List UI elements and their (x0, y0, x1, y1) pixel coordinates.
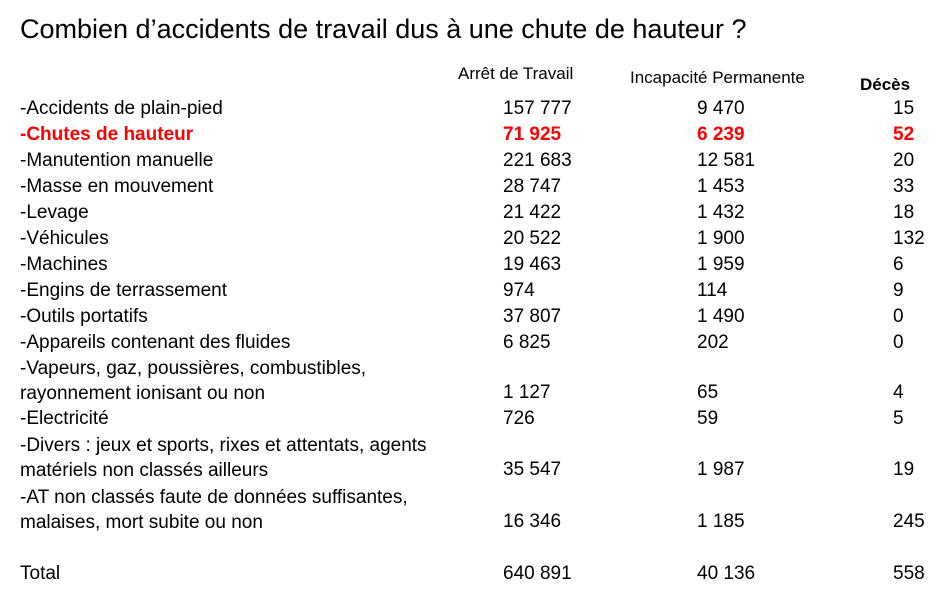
total-deces-value: 558 (893, 563, 925, 584)
table-row (0, 407, 950, 431)
row-label: -Manutention manuelle (20, 150, 214, 171)
deces-value: 20 (893, 150, 915, 171)
row-label-line1: -Divers : jeux et sports, rixes et attentats, agents (20, 435, 427, 456)
deces-value: 19 (893, 459, 915, 480)
row-label: -Masse en mouvement (20, 176, 214, 197)
arret-value: 37 807 (503, 306, 562, 327)
table-row (0, 305, 950, 329)
row-label (20, 356, 366, 406)
arret-value: 6 825 (503, 332, 551, 353)
table-row (0, 97, 950, 121)
arret-value: 16 346 (503, 511, 562, 532)
incapacite-value: 1 987 (697, 459, 745, 480)
row-label-line2: malaises, mort subite ou non (20, 512, 263, 533)
incapacite-value: 1 453 (697, 176, 745, 197)
deces-value: 0 (893, 306, 904, 327)
row-label-line1: -Vapeurs, gaz, poussières, combustibles, (20, 358, 367, 379)
deces-value: 245 (893, 511, 925, 532)
table-row-highlighted (0, 123, 950, 147)
row-label: -Levage (20, 202, 89, 223)
table-row (0, 356, 950, 406)
arret-value: 71 925 (503, 124, 562, 145)
incapacite-value: 1 432 (697, 202, 745, 223)
header-deces: Décès (860, 75, 911, 94)
arret-value: 21 422 (503, 202, 562, 223)
arret-value: 35 547 (503, 459, 562, 480)
row-label-line2: rayonnement ionisant ou non (20, 383, 266, 404)
row-label: -Appareils contenant des fluides (20, 332, 291, 353)
incapacite-value: 202 (697, 332, 729, 353)
arret-value: 1 127 (503, 382, 551, 403)
table-row (0, 331, 950, 355)
incapacite-value: 12 581 (697, 150, 756, 171)
row-label (20, 485, 408, 535)
incapacite-value: 1 185 (697, 511, 745, 532)
header-incapacite-permanente: Incapacité Permanente (630, 68, 805, 87)
incapacite-value: 59 (697, 408, 719, 429)
arret-value: 28 747 (503, 176, 562, 197)
table-row (0, 485, 950, 535)
deces-value: 6 (893, 254, 904, 275)
row-label: -Electricité (20, 408, 109, 429)
total-row (0, 562, 950, 586)
header-arret-de-travail: Arrêt de Travail (458, 64, 574, 83)
incapacite-value: 1 959 (697, 254, 745, 275)
row-label: -Accidents de plain-pied (20, 98, 223, 119)
incapacite-value: 6 239 (697, 124, 745, 145)
table-row (0, 175, 950, 199)
deces-value: 132 (893, 228, 925, 249)
row-label-line1: -AT non classés faute de données suffisantes, (20, 487, 408, 508)
arret-value: 157 777 (503, 98, 572, 119)
table-row (0, 433, 950, 483)
deces-value: 15 (893, 98, 915, 119)
deces-value: 4 (893, 382, 904, 403)
slide-title: Combien d’accidents de travail dus à une chute de hauteur ? (20, 14, 747, 44)
incapacite-value: 1 490 (697, 306, 745, 327)
row-label: -Véhicules (20, 228, 109, 249)
deces-value: 9 (893, 280, 904, 301)
table-row (0, 227, 950, 251)
incapacite-value: 65 (697, 382, 719, 403)
total-label: Total (20, 563, 61, 584)
row-label: -Outils portatifs (20, 306, 148, 327)
deces-value: 0 (893, 332, 904, 353)
deces-value: 52 (893, 124, 915, 145)
deces-value: 18 (893, 202, 915, 223)
total-arret-value: 640 891 (503, 563, 572, 584)
row-label: -Chutes de hauteur (20, 124, 194, 145)
table-row (0, 201, 950, 225)
arret-value: 20 522 (503, 228, 562, 249)
table-row (0, 279, 950, 303)
row-label: -Engins de terrassement (20, 280, 227, 301)
arret-value: 221 683 (503, 150, 572, 171)
row-label-line2: matériels non classés ailleurs (20, 460, 269, 481)
table-row (0, 253, 950, 277)
row-label: -Machines (20, 254, 108, 275)
incapacite-value: 114 (697, 280, 728, 301)
deces-value: 5 (893, 408, 904, 429)
deces-value: 33 (893, 176, 915, 197)
row-label (20, 433, 427, 483)
total-incapacite-value: 40 136 (697, 563, 756, 584)
arret-value: 19 463 (503, 254, 562, 275)
incapacite-value: 1 900 (697, 228, 745, 249)
table-row (0, 149, 950, 173)
arret-value: 726 (503, 408, 535, 429)
arret-value: 974 (503, 280, 535, 301)
incapacite-value: 9 470 (697, 98, 745, 119)
